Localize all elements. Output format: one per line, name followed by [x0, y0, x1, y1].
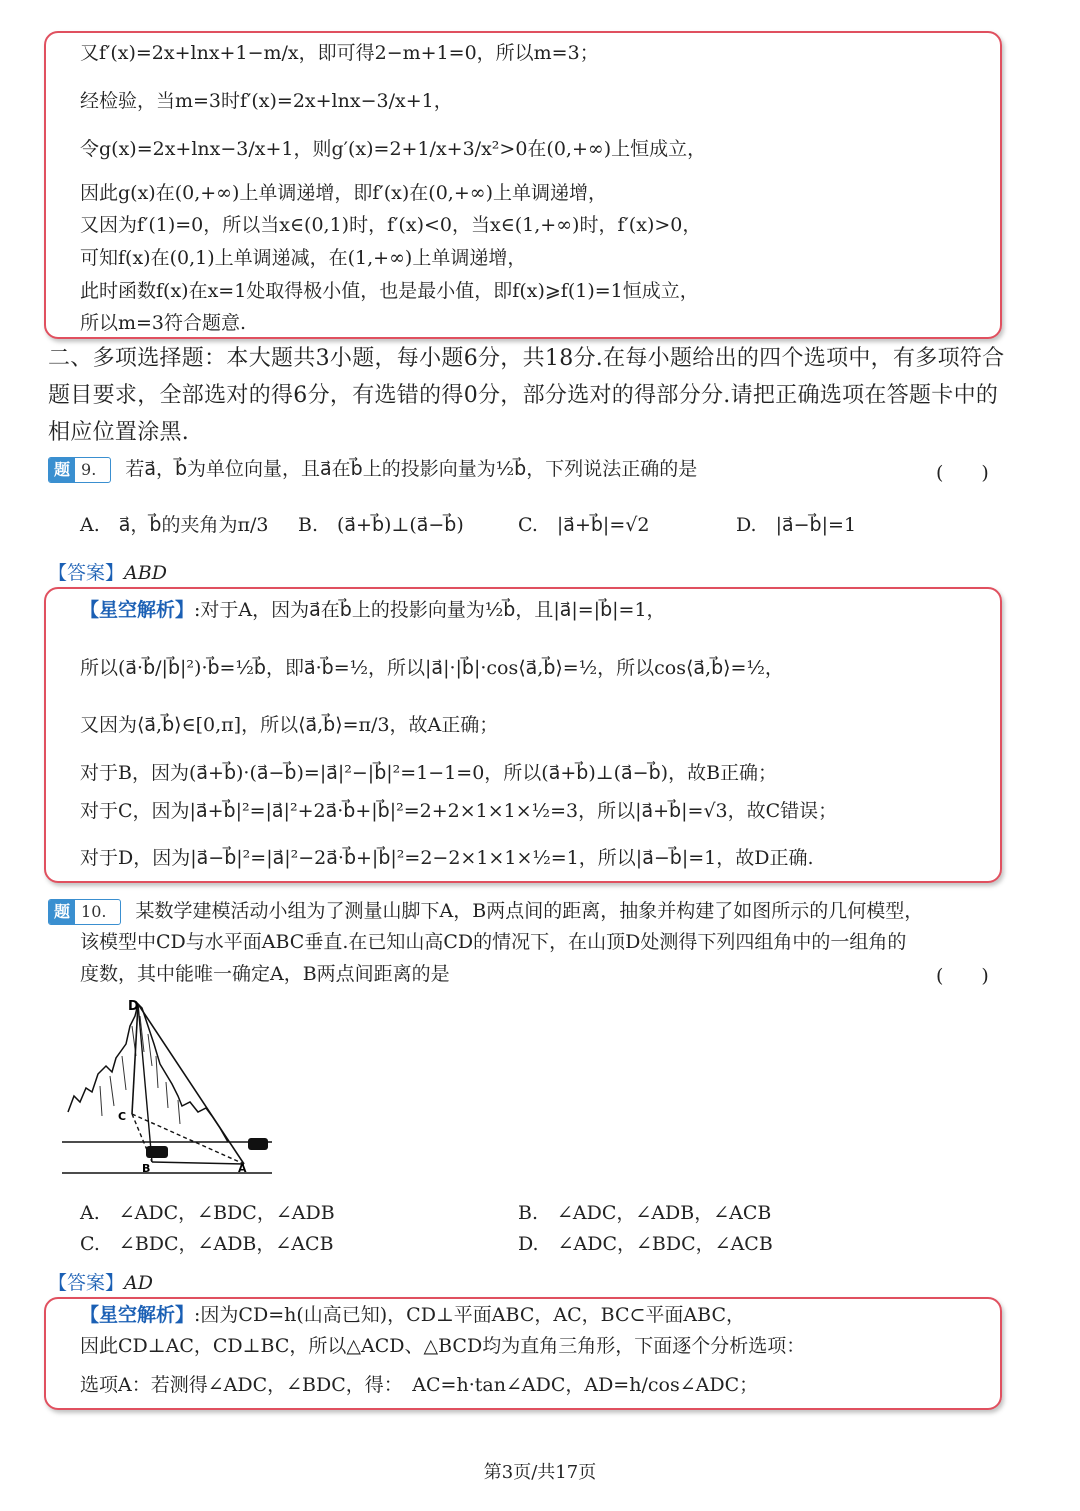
box1-line-5: 又因为f′(1)=0，所以当x∈(0,1)时，f′(x)<0，当x∈(1,+∞)时，f′(x)>0， [80, 214, 702, 236]
q10-option-a: A. ∠ADC，∠BDC，∠ADB [80, 1202, 335, 1224]
q10-stem-line-3: 度数，其中能唯一确定A，B两点间距离的是 [80, 963, 450, 985]
q9-option-d: D. |a⃗−b⃗|=1 [736, 514, 857, 536]
car-A [248, 1138, 268, 1150]
q10-answer-value: AD [124, 1272, 153, 1294]
q9-answer-key: 【答案】 [48, 562, 125, 584]
q10-answer [48, 1268, 153, 1295]
q9-analysis-line-6: 对于D，因为|a⃗−b⃗|²=|a⃗|²−2a⃗·b⃗+|b⃗|²=2−2×1×1×½=1，所以|a⃗−b⃗|=1，故D正确. [80, 847, 814, 869]
q9-analysis-line-5: 对于C，因为|a⃗+b⃗|²=|a⃗|²+2a⃗·b⃗+|b⃗|²=2+2×1×1×½=3，所以|a⃗+b⃗|=√3，故C错误； [80, 800, 838, 822]
q10-stem-1: 某数学建模活动小组为了测量山脚下A，B两点间的距离，抽象并构建了如图所示的几何模型， [135, 900, 924, 922]
q10-answer-key: 【答案】 [48, 1272, 125, 1294]
q9-analysis-line-4: 对于B，因为(a⃗+b⃗)·(a⃗−b⃗)=|a⃗|²−|b⃗|²=1−1=0，所以(a⃗+b⃗)⊥(a⃗−b⃗)，故B正确； [80, 762, 778, 784]
q10-stem-line-2: 该模型中CD与水平面ABC垂直.在已知山高CD的情况下，在山顶D处测得下列四组角中的一组角的 [80, 931, 907, 953]
q10-analysis-line-2: 因此CD⊥AC，CD⊥BC，所以△ACD、△BCD均为直角三角形，下面逐个分析选项： [80, 1335, 806, 1357]
q10-tag: 题 10. [48, 899, 121, 925]
q9-answer-value: ABD [124, 562, 167, 584]
label-A: A [238, 1162, 247, 1175]
q9-analysis-line-3: 又因为⟨a⃗,b⃗⟩∈[0,π]，所以⟨a⃗,b⃗⟩=π/3，故A正确； [80, 714, 499, 736]
q9-analysis-line-1: 【星空解析】:对于A，因为a⃗在b⃗上的投影向量为½b⃗，且|a⃗|=|b⃗|=1， [80, 599, 666, 621]
car-B [146, 1146, 168, 1158]
q10-paren: ( ) [936, 965, 989, 987]
q10-analysis-line-3: 选项A：若测得∠ADC，∠BDC，得： AC=h·tan∠ADC，AD=h/cos∠ADC； [80, 1374, 759, 1396]
page-footer: 第3页/共17页 [483, 1462, 597, 1483]
q10-mountain-figure [60, 996, 275, 1181]
label-B: B [142, 1162, 151, 1175]
q9-option-b: B. (a⃗+b⃗)⊥(a⃗−b⃗) [298, 514, 464, 536]
box1-line-3: 令g(x)=2x+lnx−3/x+1，则g′(x)=2+1/x+3/x²>0在(0,+∞)上恒成立， [80, 138, 707, 160]
q9-option-c: C. |a⃗+b⃗|=√2 [518, 514, 650, 536]
label-D: D [128, 999, 139, 1014]
box1-line-2: 经检验，当m=3时f′(x)=2x+lnx−3/x+1， [80, 90, 453, 112]
box1-line-8: 所以m=3符合题意. [80, 312, 247, 334]
q9-tag: 题 9. [48, 457, 111, 483]
q10-option-c: C. ∠BDC，∠ADB，∠ACB [80, 1233, 334, 1255]
q10-analysis-line-1: 【星空解析】:因为CD=h(山高已知)，CD⊥平面ABC，AC，BC⊂平面ABC， [80, 1304, 745, 1326]
q10-analysis-label: 【星空解析】 [80, 1304, 195, 1326]
box1-line-7: 此时函数f(x)在x=1处取得极小值，也是最小值，即f(x)⩾f(1)=1恒成立， [80, 280, 699, 302]
q10-stem-line-1 [48, 896, 923, 926]
q9-option-a: A. a⃗，b⃗的夹角为π/3 [80, 514, 269, 536]
section-2-heading: 二、多项选择题：本大题共3小题，每小题6分，共18分.在每小题给出的四个选项中，有多项符合题目要求，全部选对的得6分，有选错的得0分，部分选对的得部分分.请把正确选项在答题卡中的相应位置涂黑. [48, 346, 1005, 445]
segment-DB [138, 1004, 152, 1162]
q9-stem: 若a⃗，b⃗为单位向量，且a⃗在b⃗上的投影向量为½b⃗，下列说法正确的是 [125, 458, 698, 480]
label-C: C [118, 1110, 127, 1123]
q9-analysis-line-2: 所以(a⃗·b⃗/|b⃗|²)·b⃗=½b⃗，即a⃗·b⃗=½，所以|a⃗|·|b⃗|·cos⟨a⃗,b⃗⟩=½，所以cos⟨a⃗,b⃗⟩=½， [80, 657, 784, 679]
q10-option-d: D. ∠ADC，∠BDC，∠ACB [518, 1233, 773, 1255]
box1-line-1: 又f′(x)=2x+lnx+1−m/x，即可得2−m+1=0，所以m=3； [80, 42, 599, 64]
q9-paren: ( ) [936, 462, 989, 484]
q9-answer [48, 558, 167, 585]
box1-line-4: 因此g(x)在(0,+∞)上单调递增，即f′(x)在(0,+∞)上单调递增， [80, 182, 607, 204]
q10-option-b: B. ∠ADC，∠ADB，∠ACB [518, 1202, 772, 1224]
segment-BA [152, 1162, 244, 1164]
box1-line-6: 可知f(x)在(0,1)上单调递减，在(1,+∞)上单调递增， [80, 247, 527, 269]
q9-analysis-label: 【星空解析】 [80, 599, 195, 621]
q9-stem-line [48, 454, 697, 484]
